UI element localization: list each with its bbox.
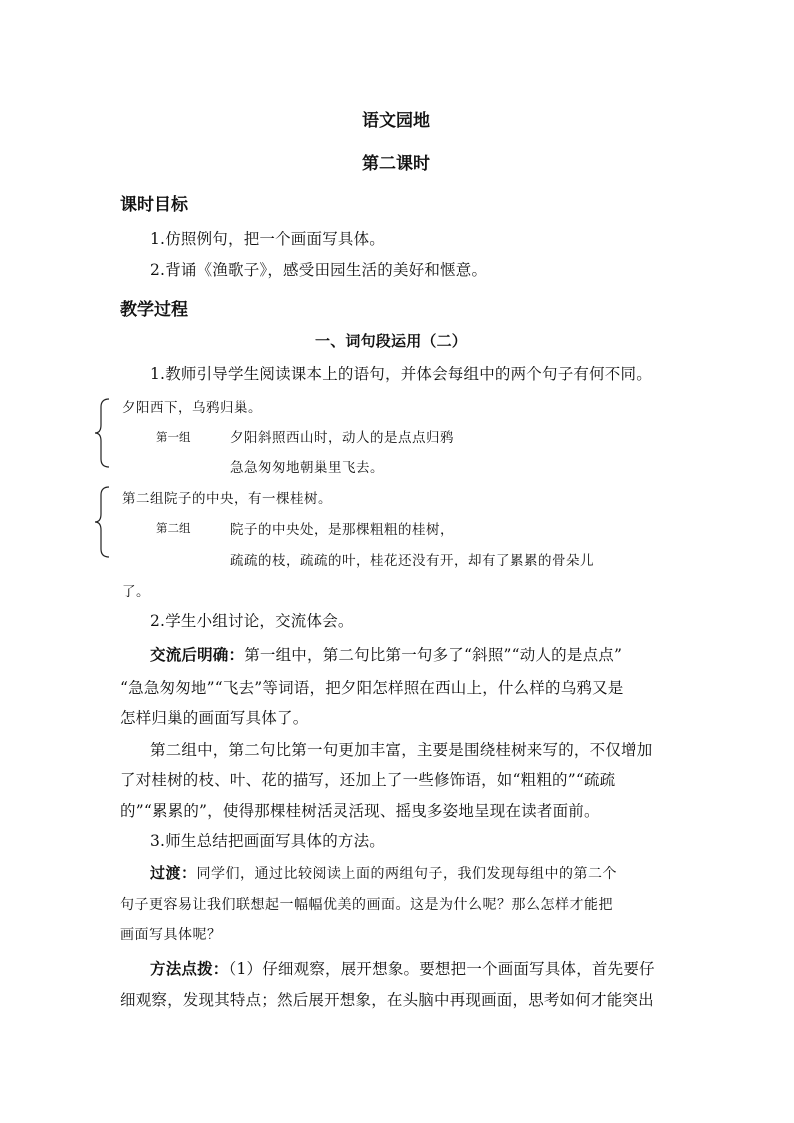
step-2: 2.学生小组讨论，交流体会。 — [150, 612, 354, 630]
method-label: 方法点拨： — [150, 959, 229, 978]
group2-line-c: 疏疏的枝，疏疏的叶，桂花还没有开，却有了累累的骨朵儿 — [230, 553, 594, 569]
para2-line-2: 了对桂树的枝、叶、花的描写，还加上了一些修饰语，如“粗粗的”“疏疏 — [120, 771, 616, 789]
transition-line-1 — [150, 862, 617, 883]
page-subtitle: 第二课时 — [362, 154, 430, 174]
step-3: 3.师生总结把画面写具体的方法。 — [150, 832, 385, 850]
group1-line-c: 急急匆匆地朝巢里飞去。 — [230, 460, 384, 476]
group2-line-d: 了。 — [122, 584, 150, 600]
group2-brace — [93, 485, 113, 559]
exchange-text-1: 第一组中，第二句比第一句多了“斜照”“动人的是点点” — [244, 646, 623, 664]
group2-line-a: 第二组院子的中央，有一棵桂树。 — [122, 491, 332, 507]
method-text-1: （1）仔细观察，展开想象。要想把一个画面写具体，首先要仔 — [228, 960, 655, 978]
exchange-line-2: “急急匆匆地”“飞去”等词语，把夕阳怎样照在西山上，什么样的乌鸦又是 — [120, 679, 624, 697]
para2-line-3: 的”“累累的”，使得那棵桂树活灵活现、摇曳多姿地呈现在读者面前。 — [120, 802, 600, 820]
exchange-label: 交流后明确： — [150, 645, 245, 664]
group1-label: 第一组 — [156, 430, 191, 444]
goal-item: 2.背诵《渔歌子》，感受田园生活的美好和惬意。 — [150, 261, 488, 279]
process-heading: 教学过程 — [120, 300, 188, 320]
group2-label: 第二组 — [156, 521, 191, 535]
transition-text-1: 同学们，通过比较阅读上面的两组句子，我们发现每组中的第二个 — [196, 866, 618, 882]
transition-line-2: 句子更容易让我们联想起一幅幅优美的画面。这是为什么呢？那么怎样才能把 — [120, 897, 613, 913]
goal-item: 1.仿照例句，把一个画面写具体。 — [150, 230, 385, 248]
transition-line-3: 画面写具体呢？ — [120, 927, 222, 943]
page-title: 语文园地 — [362, 111, 430, 131]
step-1: 1.教师引导学生阅读课本上的语句，并体会每组中的两个句子有何不同。 — [150, 365, 652, 383]
goals-heading: 课时目标 — [120, 195, 188, 215]
group2-line-b: 院子的中央处，是那棵粗粗的桂树， — [230, 522, 454, 538]
transition-label: 过渡： — [150, 864, 197, 882]
group1-line-a: 夕阳西下，乌鸦归巢。 — [122, 400, 262, 416]
group1-brace — [93, 397, 113, 469]
section-title: 一、词句段运用（二） — [315, 332, 468, 350]
exchange-line-1 — [150, 643, 622, 665]
para2-line-1: 第二组中，第二句比第一句更加丰富，主要是围绕桂树来写的，不仅增加 — [150, 741, 653, 759]
method-line-1 — [150, 957, 655, 979]
exchange-line-3: 怎样归巢的画面写具体了。 — [120, 709, 309, 727]
group1-line-b: 夕阳斜照西山时，动人的是点点归鸦 — [230, 430, 454, 446]
method-line-2: 细观察，发现其特点；然后展开想象，在头脑中再现画面，思考如何才能突出 — [120, 991, 654, 1009]
